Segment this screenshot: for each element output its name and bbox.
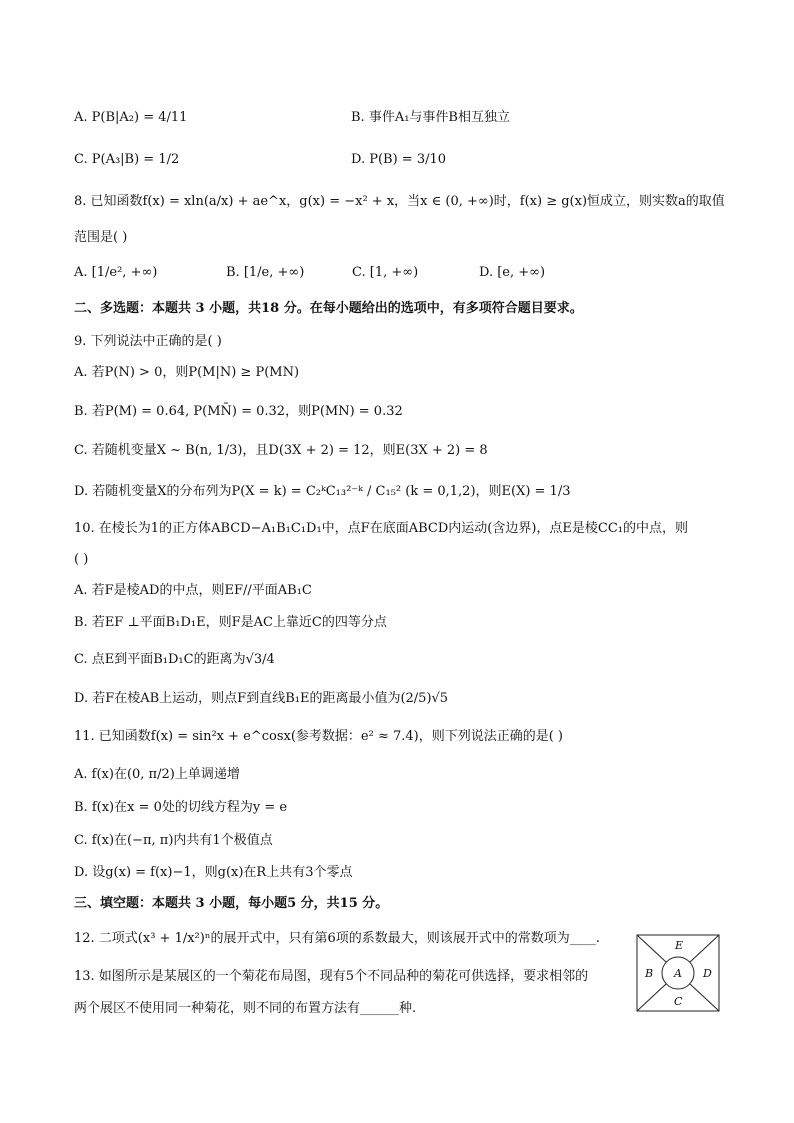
q10-stem-cont: ( ) (74, 552, 89, 567)
q8-stem-cont: 范围是( ) (74, 230, 128, 245)
q11-option-d: D. 设g(x) = f(x)−1，则g(x)在R上共有3个零点 (74, 865, 353, 880)
section-heading-multiple-choice: 二、多选题：本题共 3 小题，共18 分。在每小题给出的选项中，有多项符合题目要求。 (74, 301, 583, 316)
q7-option-b: B. 事件A₁与事件B相互独立 (351, 110, 510, 125)
q8-option-d: D. [e, +∞) (479, 265, 546, 280)
q11-option-b: B. f(x)在x = 0处的切线方程为y = e (74, 800, 288, 815)
q13-line2: 两个展区不使用同一种菊花，则不同的布置方法有______种. (74, 1001, 417, 1016)
section-heading-fill-in: 三、填空题：本题共 3 小题，每小题5 分，共15 分。 (74, 896, 389, 911)
region-label-b: B (645, 967, 654, 980)
q12-stem: 12. 二项式(x³ + 1/x²)ⁿ的展开式中，只有第6项的系数最大，则该展开式中的常数项为____. (74, 931, 600, 946)
diagonal-top-left (637, 935, 666, 962)
q9-option-d: D. 若随机变量X的分布列为P(X = k) = C₂ᵏC₁₃²⁻ᵏ / C₁₅² (k = 0,1,2)，则E(X) = 1/3 (74, 484, 571, 499)
diagonal-bottom-right (690, 984, 719, 1011)
q9-option-b: B. 若P(M) = 0.64, P(MN̄) = 0.32，则P(MN) = 0.32 (74, 404, 403, 419)
region-label-c: C (674, 995, 683, 1008)
diagonal-bottom-left (637, 984, 666, 1011)
q10-option-d: D. 若F在棱AB上运动，则点F到直线B₁E的距离最小值为(2/5)√5 (74, 691, 449, 706)
q11-option-c: C. f(x)在(−π, π)内共有1个极值点 (74, 833, 273, 848)
q11-option-a: A. f(x)在(0, π/2)上单调递增 (74, 767, 240, 782)
q8-option-c: C. [1, +∞) (352, 265, 419, 280)
chrysanthemum-layout-figure (636, 934, 720, 1012)
q8-option-a: A. [1/e², +∞) (74, 265, 158, 280)
q7-option-a: A. P(B|A₂) = 4/11 (74, 110, 188, 125)
q9-stem: 9. 下列说法中正确的是( ) (74, 334, 222, 349)
q9-option-c: C. 若随机变量X ~ B(n, 1/3)，且D(3X + 2) = 12，则E(3X + 2) = 8 (74, 443, 488, 458)
diagonal-top-right (690, 935, 719, 962)
q10-option-c: C. 点E到平面B₁D₁C的距离为√3/4 (74, 652, 275, 667)
region-label-d: D (703, 967, 712, 980)
q10-stem: 10. 在棱长为1的正方体ABCD−A₁B₁C₁D₁中，点F在底面ABCD内运动(含边界)，点E是棱CC₁的中点，则 (74, 521, 688, 536)
layout-diagram (636, 934, 720, 1012)
q8-stem: 8. 已知函数f(x) = xln(a/x) + ae^x，g(x) = −x² + x，当x ∈ (0, +∞)时，f(x) ≥ g(x)恒成立，则实数a的取值 (74, 194, 725, 209)
q10-option-a: A. 若F是棱AD的中点，则EF//平面AB₁C (74, 583, 312, 598)
region-label-a: A (674, 967, 682, 980)
q8-option-b: B. [1/e, +∞) (226, 265, 305, 280)
q9-option-a: A. 若P(N) > 0，则P(M|N) ≥ P(MN) (74, 365, 300, 380)
q10-option-b: B. 若EF ⊥平面B₁D₁E，则F是AC上靠近C的四等分点 (74, 615, 387, 630)
q7-option-c: C. P(A₃|B) = 1/2 (74, 152, 180, 167)
region-label-e: E (675, 939, 684, 952)
q13-line1: 13. 如图所示是某展区的一个菊花布局图，现有5个不同品种的菊花可供选择，要求相邻的 (74, 969, 589, 984)
q7-option-d: D. P(B) = 3/10 (351, 152, 447, 167)
q11-stem: 11. 已知函数f(x) = sin²x + e^cosx(参考数据：e² ≈ 7.4)，则下列说法正确的是( ) (74, 729, 564, 744)
